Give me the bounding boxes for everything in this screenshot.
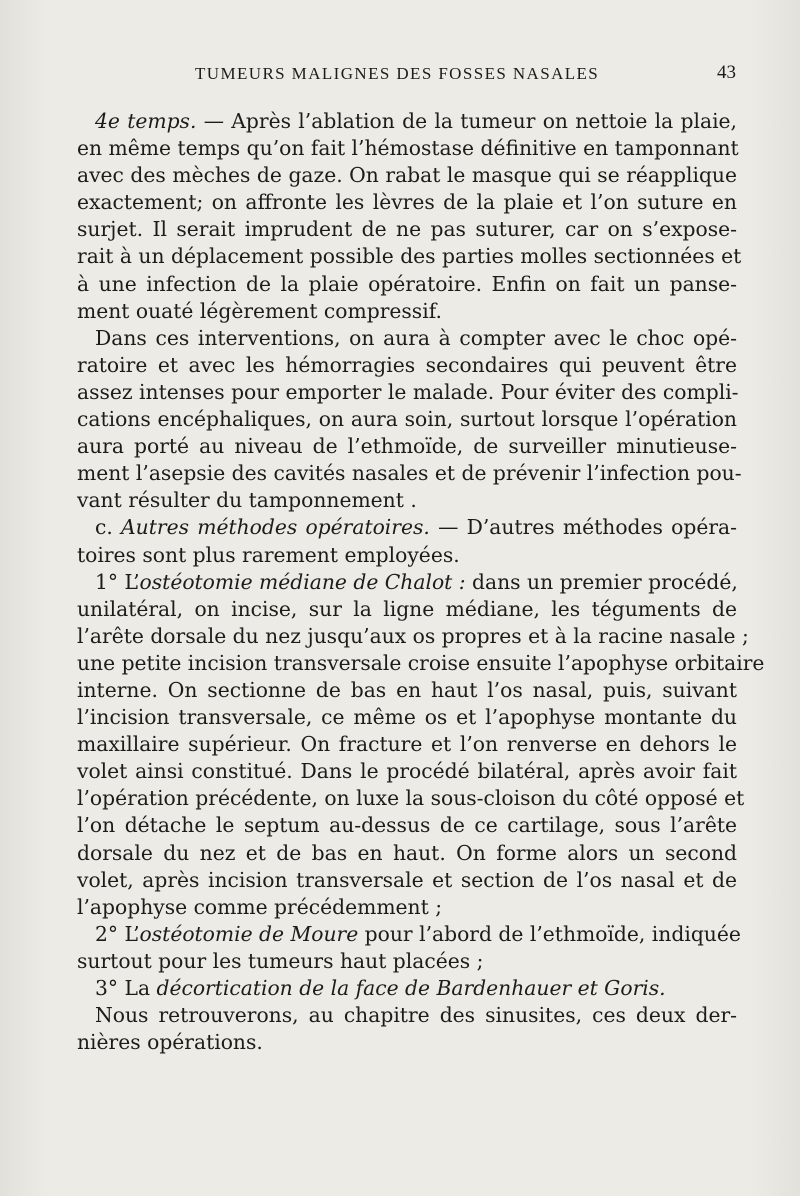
text-line xyxy=(77,271,737,298)
text-segment: ratoire et avec les hémorragies secondaires qui peuvent être xyxy=(77,352,737,377)
text-segment: toires sont plus rarement employées. xyxy=(77,542,460,567)
text-segment: l’arête dorsale du nez jusqu’aux os propres et à la racine nasale ; xyxy=(77,623,749,648)
text-line xyxy=(77,677,737,704)
text-line xyxy=(77,812,737,839)
text-line xyxy=(77,921,741,948)
text-segment: interne. On sectionne de bas en haut l’os nasal, puis, suivant xyxy=(77,677,737,702)
text-line xyxy=(77,379,737,406)
text-segment: maxillaire supérieur. On fracture et l’on renverse en dehors le xyxy=(77,732,737,757)
text-segment: l’apophyse comme précédemment ; xyxy=(77,894,443,919)
italic-segment: décortication de la face de Bardenhauer et Goris. xyxy=(156,976,666,1000)
text-line xyxy=(77,840,737,867)
text-segment: rait à un déplacement possible des parties molles sectionnées et xyxy=(77,244,742,269)
text-segment: l’incision transversale, ce même os et l’apophyse montante du xyxy=(77,705,737,730)
text-line xyxy=(77,189,737,216)
italic-segment: Autres méthodes opératoires. xyxy=(121,515,430,540)
text-segment: l’on détache le septum au-dessus de ce cartilage, sous l’arête xyxy=(77,813,737,838)
italic-segment: 4e temps. xyxy=(95,109,197,133)
text-line xyxy=(77,867,737,894)
text-line xyxy=(77,162,737,189)
text-segment: 1° L’ xyxy=(95,569,140,594)
text-line xyxy=(77,569,737,596)
text-line xyxy=(77,216,737,243)
text-line xyxy=(77,704,737,731)
italic-segment: ostéotomie médiane de Chalot : xyxy=(139,569,466,594)
text-line xyxy=(77,623,749,650)
text-line xyxy=(77,433,737,460)
text-segment: Nous retrouverons, au chapitre des sinusites, ces deux der- xyxy=(95,1003,737,1028)
text-line xyxy=(77,542,737,569)
text-segment: exactement; on affronte les lèvres de la plaie et l’on suture en xyxy=(77,190,737,215)
text-line xyxy=(77,975,737,1002)
text-segment: avec des mèches de gaze. On rabat le masque qui se réapplique xyxy=(77,163,737,188)
text-segment: nières opérations. xyxy=(77,1030,263,1055)
text-segment: surtout pour les tumeurs haut placées ; xyxy=(77,948,484,973)
text-line xyxy=(77,894,737,921)
text-line xyxy=(77,406,737,433)
text-line xyxy=(77,298,737,325)
paragraph xyxy=(77,325,742,515)
paragraph xyxy=(77,108,742,325)
text-segment: — Après l’ablation de la tumeur on nettoie la plaie, xyxy=(196,109,738,133)
body-text xyxy=(77,108,765,1056)
text-segment: dorsale du nez et de bas en haut. On forme alors un second xyxy=(77,840,737,865)
text-segment: une petite incision transversale croise ensuite l’apophyse orbitaire xyxy=(77,650,765,675)
text-line xyxy=(77,514,737,541)
text-line xyxy=(77,352,737,379)
paragraph xyxy=(77,514,737,568)
text-segment: c. xyxy=(95,515,122,540)
text-segment: dans un premier procédé, xyxy=(465,569,738,594)
text-segment: à une infection de la plaie opératoire. Enfin on fait un panse- xyxy=(77,271,737,296)
text-segment: pour l’abord de l’ethmoïde, indiquée xyxy=(358,921,741,946)
italic-segment: ostéotomie de Moure xyxy=(139,921,359,946)
text-line xyxy=(77,650,765,677)
text-segment: en même temps qu’on fait l’hémostase définitive en tamponnant xyxy=(77,136,739,161)
text-line xyxy=(77,731,737,758)
text-segment: — D’autres méthodes opéra- xyxy=(429,515,737,540)
text-line xyxy=(77,325,737,352)
paragraph xyxy=(77,1002,737,1056)
text-segment: cations encéphaliques, on aura soin, surtout lorsque l’opération xyxy=(77,407,737,432)
text-segment: volet ainsi constitué. Dans le procédé bilatéral, après avoir fait xyxy=(77,759,737,784)
text-line xyxy=(77,1029,737,1056)
running-title: TUMEURS MALIGNES DES FOSSES NASALES xyxy=(195,64,600,83)
text-segment: assez intenses pour emporter le malade. Pour éviter des compli- xyxy=(77,379,739,404)
text-segment: volet, après incision transversale et section de l’os nasal et de xyxy=(77,867,737,892)
page-header xyxy=(78,64,738,88)
text-segment: ment ouaté légèrement compressif. xyxy=(77,298,442,323)
text-line xyxy=(77,243,742,270)
text-line xyxy=(77,135,737,162)
text-line xyxy=(77,948,737,975)
text-segment: surjet. Il serait imprudent de ne pas suturer, car on s’expose- xyxy=(77,217,737,242)
text-segment: 3° La xyxy=(95,976,157,1000)
paragraph xyxy=(77,921,741,975)
text-segment: Dans ces interventions, on aura à compter avec le choc opé- xyxy=(95,325,737,350)
text-segment: ment l’asepsie des cavités nasales et de prévenir l’infection pou- xyxy=(77,461,742,486)
paragraph xyxy=(77,569,765,921)
text-segment: l’opération précédente, on luxe la sous-cloison du côté opposé et xyxy=(77,786,745,811)
text-segment: aura porté au niveau de l’ethmoïde, de surveiller minutieuse- xyxy=(77,434,737,459)
text-line xyxy=(77,460,742,487)
text-segment: vant résulter du tamponnement . xyxy=(77,488,417,513)
text-line xyxy=(77,596,737,623)
text-segment: 2° L’ xyxy=(95,921,140,946)
page-number: 43 xyxy=(717,62,736,83)
text-line xyxy=(77,785,745,812)
text-line xyxy=(77,108,737,135)
text-line xyxy=(77,487,737,514)
text-line xyxy=(77,1002,737,1029)
text-line xyxy=(77,758,737,785)
text-segment: unilatéral, on incise, sur la ligne médiane, les téguments de xyxy=(77,596,737,621)
paragraph xyxy=(77,975,737,1002)
